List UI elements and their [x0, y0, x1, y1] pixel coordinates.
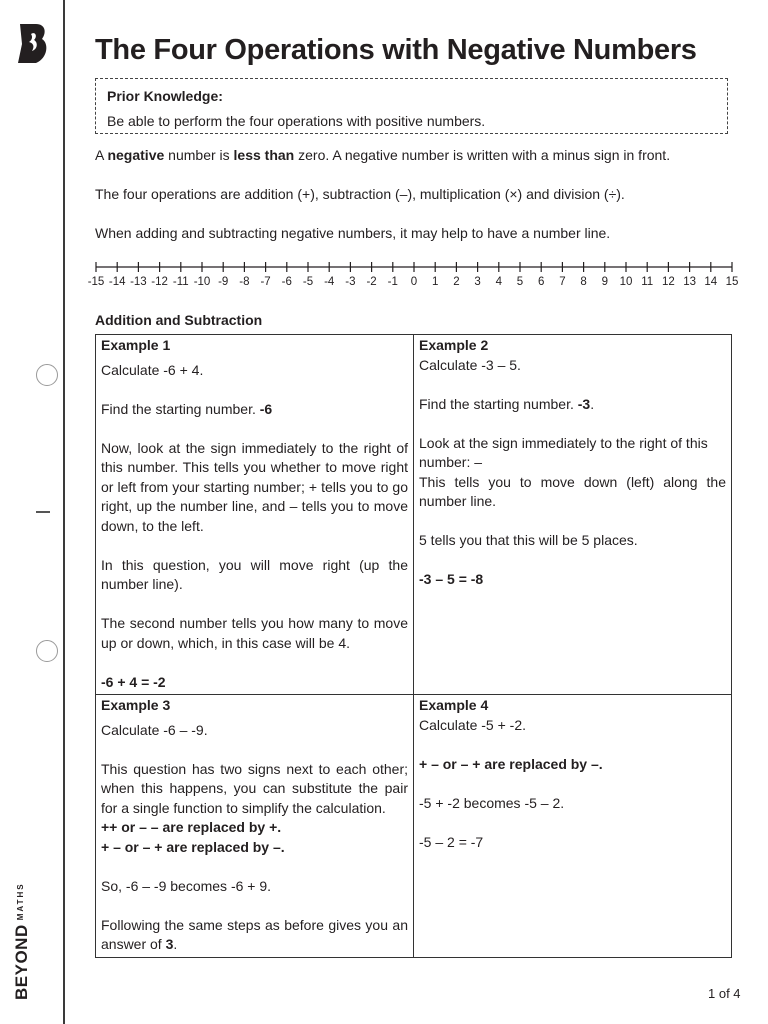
prior-knowledge-heading: Prior Knowledge: — [107, 88, 223, 104]
number-line-label: 7 — [559, 276, 566, 288]
number-line-label: -6 — [281, 276, 292, 288]
number-line-label: -7 — [260, 276, 271, 288]
example-4-title: Example 4 — [419, 697, 489, 713]
number-line-label: 11 — [641, 276, 654, 288]
number-line-label: 3 — [474, 276, 481, 288]
intro-paragraph-3: When adding and subtracting negative numbers, it may help to have a number line. — [95, 225, 611, 241]
example-1-line-3: Now, look at the sign immediately to the right of this number. This tells you whether to move right or left from your starting number; + tells you to go right, up the number line, and – tells you to move down, to the left. — [101, 439, 408, 534]
example-2-title: Example 2 — [419, 337, 489, 353]
example-3-line-1: Calculate -6 – -9. — [101, 721, 208, 738]
example-4-line-1: Calculate -5 + -2. — [419, 716, 526, 733]
brand-name: BEYOND — [12, 924, 31, 1000]
example-1-line-1: Calculate -6 + 4. — [101, 361, 204, 378]
number-line-label: 14 — [704, 276, 718, 288]
example-1-cell — [96, 335, 414, 695]
examples-table — [95, 334, 732, 958]
punch-hole-top — [36, 364, 58, 386]
number-line-label: 10 — [619, 276, 633, 288]
number-line-label: -4 — [324, 276, 335, 288]
example-4-line-3: -5 + -2 becomes -5 – 2. — [419, 794, 565, 811]
number-line-label: 13 — [683, 276, 696, 288]
number-line-label: 12 — [662, 276, 675, 288]
intro-paragraph-1: A negative number is less than zero. A negative number is written with a minus sign in front. — [95, 147, 671, 163]
number-line-label: 6 — [537, 276, 545, 288]
example-3-line-5: So, -6 – -9 becomes -6 + 9. — [101, 877, 272, 894]
number-line-label: -2 — [366, 276, 377, 288]
number-line-label: 5 — [516, 276, 524, 288]
example-1-line-2: Find the starting number. -6 — [101, 400, 273, 417]
example-1-line-5: The second number tells you how many to move up or down, which, in this case will be 4. — [101, 615, 408, 651]
example-3-title: Example 3 — [101, 697, 171, 713]
number-line-label: -15 — [87, 276, 105, 288]
beyond-logo-icon — [14, 22, 50, 71]
example-2-answer: -3 – 5 = -8 — [419, 571, 484, 587]
number-line-label: 4 — [495, 276, 503, 288]
number-line-label: -13 — [130, 276, 147, 288]
brand-subname: MATHS — [16, 882, 25, 921]
number-line-label: 2 — [453, 276, 460, 288]
number-line-label: -3 — [345, 276, 356, 288]
example-2-line-1: Calculate -3 – 5. — [419, 356, 521, 373]
number-line-label: -9 — [218, 276, 229, 288]
example-4-cell — [414, 695, 732, 958]
section-title: Addition and Subtraction — [95, 312, 263, 328]
prior-knowledge-box — [95, 78, 728, 134]
fold-mark — [36, 511, 50, 513]
example-3-rule-2: + – or – + are replaced by –. — [101, 838, 285, 855]
example-2-line-2: Find the starting number. -3. — [419, 395, 595, 412]
example-3-line-6: Following the same steps as before gives you an answer of 3. — [101, 916, 408, 952]
example-1-line-4: In this question, you will move right (up the number line). — [101, 556, 408, 592]
example-3-line-2: This question has two signs next to each other; when this happens, you can substitute the pair for a single function to simplify the calculation. — [101, 760, 408, 816]
page-title: The Four Operations with Negative Numbers — [95, 34, 697, 66]
example-2-line-4: 5 tells you that this will be 5 places. — [419, 532, 638, 548]
number-line — [0, 250, 768, 290]
intro-paragraph-2: The four operations are addition (+), subtraction (–), multiplication (×) and division (÷). — [95, 186, 625, 202]
punch-hole-bottom — [36, 640, 58, 662]
prior-knowledge-text: Be able to perform the four operations with positive numbers. — [107, 113, 486, 129]
number-line-label: -11 — [172, 276, 189, 288]
number-line-label: 15 — [725, 276, 739, 288]
example-3-cell — [96, 695, 414, 958]
number-line-label: -8 — [239, 276, 250, 288]
margin-line — [63, 0, 65, 1024]
number-line-label: 8 — [580, 276, 587, 288]
page-number: 1 of 4 — [708, 986, 741, 1001]
number-line-label: 1 — [431, 276, 439, 288]
number-line-label: -14 — [108, 276, 126, 288]
example-2-line-3a: Look at the sign immediately to the right of this number: – — [419, 434, 708, 470]
number-line-label: -12 — [151, 276, 168, 288]
example-4-rule: + – or – + are replaced by –. — [419, 755, 603, 772]
number-line-label: -5 — [302, 276, 314, 288]
example-3-rule-1: ++ or – – are replaced by +. — [101, 819, 282, 835]
number-line-label: -1 — [387, 276, 398, 288]
number-line-label: 9 — [601, 276, 609, 288]
brand-vertical — [12, 882, 32, 1000]
number-line-label: -10 — [193, 276, 211, 288]
example-1-answer: -6 + 4 = -2 — [101, 673, 166, 690]
example-2-line-3b: This tells you to move down (left) along the number line. — [419, 473, 726, 509]
example-2-cell — [414, 335, 732, 695]
example-4-answer: -5 – 2 = -7 — [419, 833, 484, 850]
number-line-label: 0 — [410, 276, 418, 288]
example-1-title: Example 1 — [101, 337, 171, 353]
